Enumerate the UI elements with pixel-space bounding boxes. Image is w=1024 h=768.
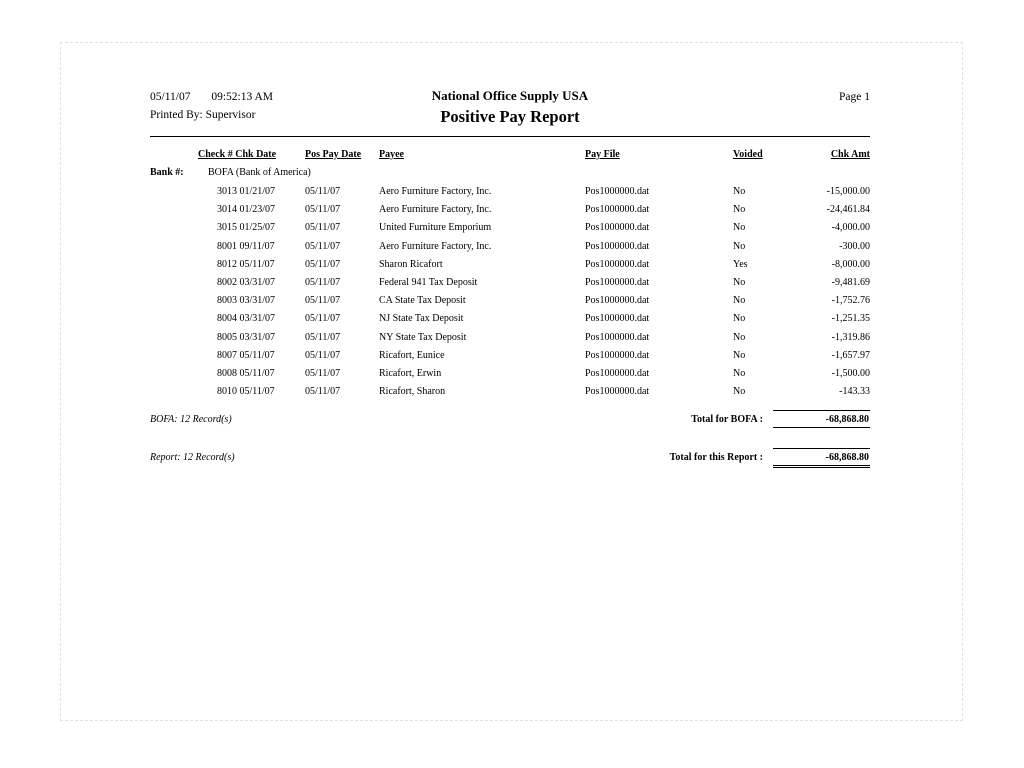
table-row — [150, 384, 870, 402]
cell-chk-amt: -1,752.76 — [831, 295, 870, 307]
table-row — [150, 202, 870, 220]
cell-pos-pay-date: 05/11/07 — [305, 186, 341, 197]
cell-check-number-date: 8010 05/11/07 — [217, 386, 275, 398]
printed-by: Printed By: Supervisor — [150, 109, 256, 121]
cell-chk-amt: -15,000.00 — [826, 186, 870, 197]
cell-pay-file: Pos1000000.dat — [585, 222, 650, 234]
table-row — [150, 366, 870, 384]
cell-voided: No — [733, 222, 746, 234]
report-rows — [150, 184, 870, 402]
cell-voided: Yes — [733, 258, 748, 270]
cell-pay-file: Pos1000000.dat — [585, 331, 650, 343]
table-row — [150, 239, 870, 257]
table-row — [150, 257, 870, 275]
cell-voided: No — [733, 295, 746, 307]
cell-pay-file: Pos1000000.dat — [585, 276, 650, 288]
table-row — [150, 311, 870, 329]
cell-pay-file: Pos1000000.dat — [585, 367, 650, 379]
cell-chk-amt: -24,461.84 — [826, 204, 870, 216]
cell-check-number-date: 8002 03/31/07 — [217, 276, 276, 288]
cell-pay-file: Pos1000000.dat — [585, 313, 650, 325]
cell-payee: United Furniture Emporium — [379, 222, 492, 234]
cell-voided: No — [733, 313, 746, 325]
report-title: Positive Pay Report — [440, 107, 580, 126]
cell-chk-amt: -9,481.69 — [831, 276, 870, 288]
page-number: Page 1 — [839, 91, 870, 103]
cell-pos-pay-date: 05/11/07 — [305, 295, 341, 307]
cell-voided: No — [733, 367, 746, 379]
cell-voided: No — [733, 331, 746, 343]
print-datetime — [150, 91, 370, 103]
report-total-group — [670, 448, 870, 468]
cell-payee: Sharon Ricafort — [379, 258, 443, 270]
cell-chk-amt: -4,000.00 — [831, 222, 870, 234]
table-row — [150, 184, 870, 202]
cell-check-number-date: 3015 01/25/07 — [217, 222, 276, 234]
print-time: 09:52:13 AM — [211, 91, 274, 103]
column-header-pay-file: Pay File — [585, 149, 620, 160]
cell-check-number-date: 3014 01/23/07 — [217, 204, 276, 216]
table-row — [150, 348, 870, 366]
cell-voided: No — [733, 186, 746, 197]
bank-total-label: Total for BOFA : — [691, 414, 763, 426]
bank-total-amount: -68,868.80 — [773, 410, 870, 428]
cell-pos-pay-date: 05/11/07 — [305, 204, 341, 216]
cell-chk-amt: -1,500.00 — [831, 367, 870, 379]
report-header-row-2 — [150, 109, 870, 127]
cell-payee: Aero Furniture Factory, Inc. — [379, 204, 492, 216]
cell-check-number-date: 8012 05/11/07 — [217, 258, 275, 270]
table-row — [150, 293, 870, 311]
cell-chk-amt: -143.33 — [839, 386, 870, 398]
cell-voided: No — [733, 276, 746, 288]
cell-voided: No — [733, 240, 746, 252]
report-header-row — [150, 88, 870, 104]
bank-section-header — [150, 167, 870, 184]
cell-payee: Federal 941 Tax Deposit — [379, 276, 478, 288]
bank-total-row — [150, 410, 870, 428]
cell-pos-pay-date: 05/11/07 — [305, 240, 341, 252]
cell-chk-amt: -1,657.97 — [831, 349, 870, 361]
report-total-row — [150, 448, 870, 468]
cell-payee: Aero Furniture Factory, Inc. — [379, 186, 492, 197]
cell-pos-pay-date: 05/11/07 — [305, 258, 341, 270]
table-row — [150, 275, 870, 293]
cell-pay-file: Pos1000000.dat — [585, 258, 650, 270]
bank-total-group — [691, 410, 870, 428]
report-record-count: Report: 12 Record(s) — [150, 452, 235, 464]
cell-voided: No — [733, 386, 746, 398]
cell-pos-pay-date: 05/11/07 — [305, 367, 341, 379]
cell-chk-amt: -8,000.00 — [831, 258, 870, 270]
report-page — [150, 88, 870, 468]
cell-pos-pay-date: 05/11/07 — [305, 313, 341, 325]
cell-pos-pay-date: 05/11/07 — [305, 222, 341, 234]
header-divider — [150, 136, 870, 137]
table-row — [150, 220, 870, 238]
column-header-chk-amt: Chk Amt — [830, 149, 870, 160]
cell-voided: No — [733, 204, 746, 216]
report-total-label: Total for this Report : — [669, 452, 763, 464]
cell-pay-file: Pos1000000.dat — [585, 349, 650, 361]
cell-chk-amt: -300.00 — [839, 240, 870, 252]
cell-pay-file: Pos1000000.dat — [585, 204, 650, 216]
cell-check-number-date: 8004 03/31/07 — [217, 313, 276, 325]
cell-payee: CA State Tax Deposit — [379, 295, 466, 307]
report-total-amount: -68,868.80 — [773, 448, 870, 468]
cell-pay-file: Pos1000000.dat — [585, 295, 650, 307]
cell-payee: Ricafort, Eunice — [379, 349, 445, 361]
table-row — [150, 330, 870, 348]
cell-chk-amt: -1,319.86 — [831, 331, 870, 343]
bank-record-count: BOFA: 12 Record(s) — [150, 414, 232, 426]
bank-name: BOFA (Bank of America) — [208, 167, 311, 178]
cell-check-number-date: 8003 03/31/07 — [217, 295, 276, 307]
cell-payee: NY State Tax Deposit — [379, 331, 467, 343]
bank-number-label: Bank #: — [150, 167, 184, 178]
column-header-check: Check # Chk Date — [198, 149, 277, 160]
cell-chk-amt: -1,251.35 — [831, 313, 870, 325]
cell-pay-file: Pos1000000.dat — [585, 186, 650, 197]
cell-pos-pay-date: 05/11/07 — [305, 349, 341, 361]
cell-check-number-date: 8007 05/11/07 — [217, 349, 275, 361]
cell-pos-pay-date: 05/11/07 — [305, 331, 341, 343]
cell-payee: NJ State Tax Deposit — [379, 313, 464, 325]
print-date: 05/11/07 — [150, 91, 191, 103]
cell-check-number-date: 8001 09/11/07 — [217, 240, 275, 252]
company-name: National Office Supply USA — [431, 88, 589, 103]
column-header-voided: Voided — [733, 149, 763, 160]
cell-pos-pay-date: 05/11/07 — [305, 276, 341, 288]
cell-payee: Ricafort, Erwin — [379, 367, 442, 379]
cell-pay-file: Pos1000000.dat — [585, 386, 650, 398]
cell-payee: Ricafort, Sharon — [379, 386, 446, 398]
column-header-pos-pay-date: Pos Pay Date — [305, 149, 362, 160]
cell-check-number-date: 8005 03/31/07 — [217, 331, 276, 343]
column-headers — [150, 149, 870, 167]
column-header-payee: Payee — [379, 149, 404, 160]
cell-payee: Aero Furniture Factory, Inc. — [379, 240, 492, 252]
cell-pay-file: Pos1000000.dat — [585, 240, 650, 252]
cell-check-number-date: 3013 01/21/07 — [217, 186, 276, 197]
cell-pos-pay-date: 05/11/07 — [305, 386, 341, 398]
cell-check-number-date: 8008 05/11/07 — [217, 367, 275, 379]
cell-voided: No — [733, 349, 746, 361]
